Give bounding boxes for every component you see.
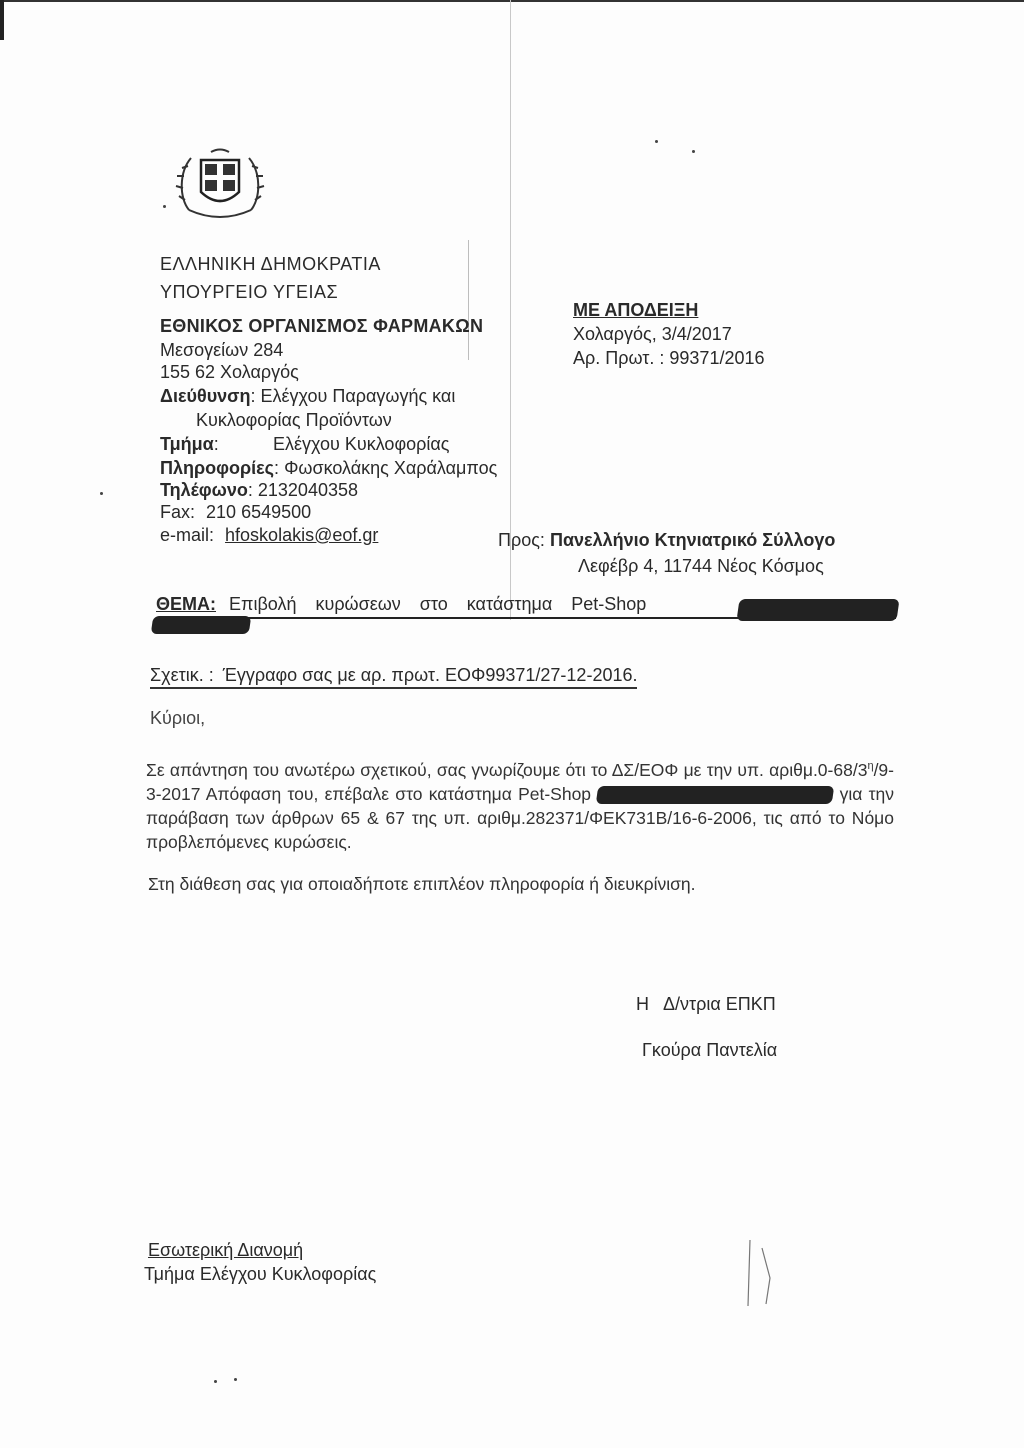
sender-street: Μεσογείων 284	[160, 340, 284, 360]
subject-label: ΘΕΜΑ:	[156, 594, 216, 614]
place-date: Χολαργός, 3/4/2017	[573, 324, 732, 344]
paper-fold-line	[510, 0, 511, 620]
info-line	[160, 458, 497, 479]
redaction-block	[596, 786, 835, 804]
recipient-name: Πανελλήνιο Κτηνιατρικό Σύλλογο	[549, 530, 836, 550]
reference-text: Έγγραφο σας με αρ. πρωτ. ΕΟΦ99371/27-12-2016.	[222, 665, 638, 685]
directorate-value-cont: Κυκλοφορίας Προϊόντων	[196, 410, 392, 430]
salutation: Κύριοι,	[150, 708, 206, 728]
body-paragraph-2: Στη διάθεση σας για οποιαδήποτε επιπλέον πληροφορία ή διευκρίνιση.	[148, 874, 696, 894]
info-value: Φωσκολάκης Χαράλαμπος	[284, 458, 498, 478]
directorate-label: Διεύθυνση	[160, 386, 251, 406]
scan-edge	[0, 0, 1024, 2]
department-colon: :	[213, 434, 219, 454]
fax-value: 210 6549500	[206, 502, 312, 522]
recipient-line	[498, 530, 835, 551]
ministry-name: ΥΠΟΥΡΓΕΙΟ ΥΓΕΙΑΣ	[160, 282, 339, 302]
delivery-method: ΜΕ ΑΠΟΔΕΙΞΗ	[573, 300, 699, 320]
scan-speck	[214, 1380, 217, 1383]
scan-speck	[692, 150, 695, 153]
redaction-block	[151, 616, 252, 634]
scan-speck	[655, 140, 658, 143]
directorate-value: : Ελέγχου Παραγωγής και	[250, 386, 456, 406]
reference-label: Σχετικ. :	[150, 665, 214, 685]
department-label: Τμήμα	[160, 434, 214, 454]
reference-line	[150, 665, 637, 689]
signature-role: Η Δ/ντρια ΕΠΚΠ	[636, 994, 776, 1014]
scan-speck	[100, 492, 103, 495]
redaction-block	[736, 599, 899, 621]
organization-name: ΕΘΝΙΚΟΣ ΟΡΓΑΝΙΣΜΟΣ ΦΑΡΜΑΚΩΝ	[160, 316, 484, 336]
scan-speck	[234, 1378, 237, 1381]
handwritten-mark	[740, 1238, 780, 1308]
fax-line	[160, 502, 311, 523]
phone-value: 2132040358	[257, 480, 358, 500]
department-line	[160, 434, 450, 455]
recipient-label: Προς:	[498, 530, 545, 550]
distribution-title: Εσωτερική Διανομή	[148, 1240, 304, 1260]
sender-postcode-city: 155 62 Χολαργός	[160, 362, 299, 382]
signature-name: Γκούρα Παντελία	[642, 1040, 778, 1060]
info-colon: :	[274, 458, 285, 478]
paper-fold-line	[468, 240, 469, 360]
email-line	[160, 525, 378, 546]
subject-text: Επιβολή κυρώσεων στο κατάστημα Pet-Shop	[229, 594, 647, 614]
info-label: Πληροφορίες	[160, 458, 275, 478]
body-paragraph-1-part-c: για την παράβαση των άρθρων 65 & 67 της υπ. αριθμ.282371/ΦΕΚ731Β/16-6-2006, τις από το Νόμο προβλεπόμενες κυρώσεις.	[146, 783, 894, 852]
department-value: Ελέγχου Κυκλοφορίας	[273, 434, 450, 454]
recipient-address: Λεφέβρ 4, 11744 Νέος Κόσμος	[578, 556, 824, 576]
protocol-number: Αρ. Πρωτ. : 99371/2016	[573, 348, 765, 368]
body-paragraph-1-superscript: η	[867, 760, 874, 772]
greek-coat-of-arms-emblem	[175, 148, 265, 224]
email-label: e-mail:	[160, 525, 215, 545]
country-name: ΕΛΛΗΝΙΚΗ ΔΗΜΟΚΡΑΤΙΑ	[160, 254, 381, 274]
fax-label: Fax:	[160, 502, 196, 522]
body-paragraph-1-part-b: /9-3-2017 Απόφαση του, επέβαλε στο κατάστημα Pet-Shop	[146, 759, 894, 804]
scan-edge	[0, 0, 4, 40]
phone-label: Τηλέφωνο	[160, 480, 248, 500]
distribution-item: Τμήμα Ελέγχου Κυκλοφορίας	[144, 1264, 377, 1284]
scan-speck	[163, 205, 166, 208]
email-link[interactable]: hfoskolakis@eof.gr	[225, 525, 379, 545]
body-paragraph-1-part-a: Σε απάντηση του ανωτέρω σχετικού, σας γνωρίζουμε ότι το ΔΣ/ΕΟΦ με την υπ. αριθμ.0-68/3	[146, 759, 868, 780]
phone-line	[160, 480, 358, 501]
phone-colon: :	[247, 480, 258, 500]
body-paragraph-1	[146, 754, 894, 854]
directorate-line	[160, 386, 455, 407]
